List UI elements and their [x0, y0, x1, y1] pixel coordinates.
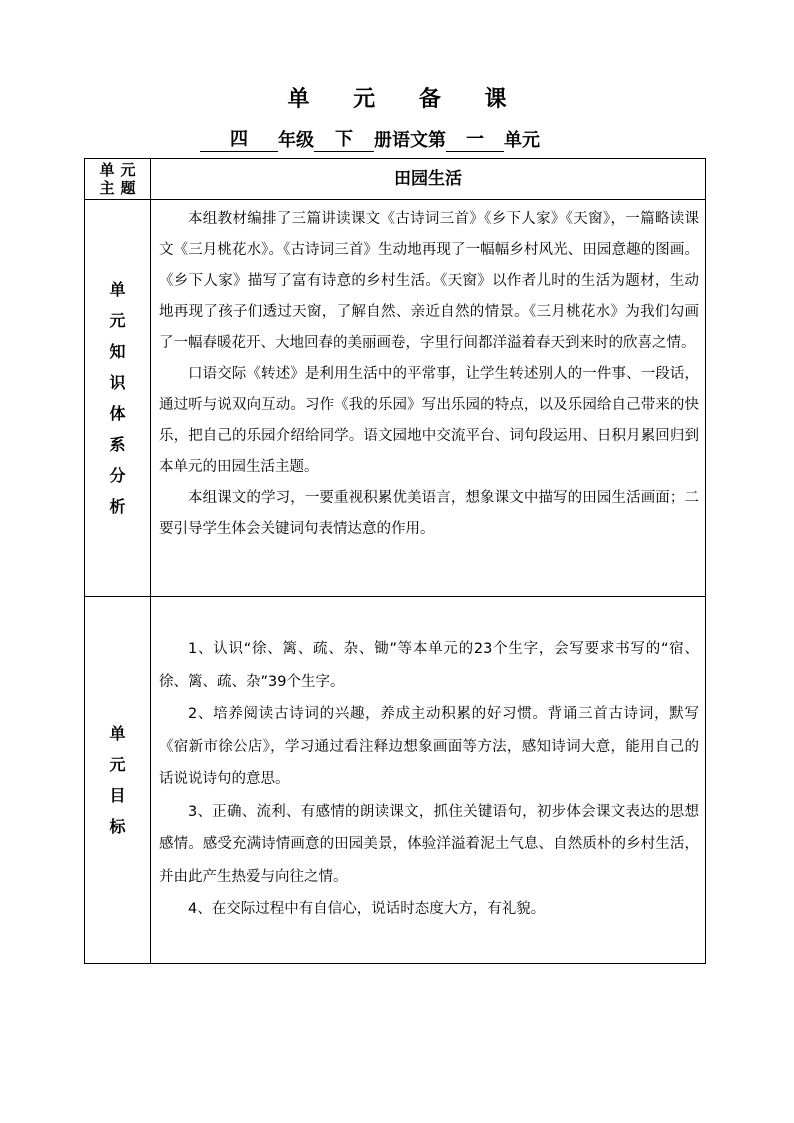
knowledge-label-char: 识	[109, 373, 126, 392]
unit-number: 一	[446, 129, 504, 152]
goals-label-cell	[85, 597, 151, 964]
knowledge-row	[85, 200, 706, 597]
theme-value-cell	[151, 159, 706, 200]
theme-label-line1: 单元	[99, 161, 142, 179]
knowledge-paragraph: 本组教材编排了三篇讲读课文《古诗词三首》《乡下人家》《天窗》，一篇略读课文《三月桃花水》。《古诗词三首》生动地再现了一幅幅乡村风光、田园意趣的图画。《乡下人家》描写了富有诗意的乡村生活。《天窗》以作者儿时的生活为题材，生动地再现了孩子们透过天窗，了解自然、亲近自然的情景。《三月桃花水》为我们勾画了一幅春暖花开、大地回春的美丽画卷，字里行间都洋溢着春天到来时的欣喜之情。	[159, 211, 699, 351]
goals-label-char: 标	[109, 817, 126, 836]
volume-value: 下	[314, 129, 374, 152]
goal-item: 2、培养阅读古诗词的兴趣，养成主动积累的好习惯。背诵三首古诗词，默写《宿新市徐公店》，学习通过看注释边想象画面等方法，感知诗词大意，能用自己的话说说诗句的意思。	[159, 706, 699, 787]
goals-row	[85, 597, 706, 964]
unit-subtitle	[200, 126, 540, 152]
goal-item: 1、认识“徐、篱、疏、杂、锄”等本单元的23个生字，会写要求书写的“宿、徐、篱、疏、杂”39个生字。	[159, 641, 699, 690]
knowledge-paragraph: 本组课文的学习，一要重视积累优美语言，想象课文中描写的田园生活画面；二要引导学生体会关键词句表情达意的作用。	[159, 490, 699, 537]
knowledge-paragraph: 口语交际《转述》是利用生活中的平常事，让学生转述别人的一件事、一段话，通过听与说双向互动。习作《我的乐园》写出乐园的特点，以及乐园给自己带来的快乐，把自己的乐园介绍给同学。语文园地中交流平台、词句段运用、日积月累回归到本单元的田园生活主题。	[159, 366, 699, 475]
knowledge-label-char: 系	[109, 435, 126, 454]
goal-item: 4、在交际过程中有自信心，说话时态度大方，有礼貌。	[188, 901, 546, 917]
volume-suffix: 册语文第	[374, 130, 446, 151]
knowledge-label-char: 析	[109, 497, 126, 516]
theme-row	[85, 159, 706, 200]
goals-label-char: 单	[109, 724, 126, 743]
theme-label-cell	[85, 159, 151, 200]
goals-label-char: 目	[109, 786, 126, 805]
goals-label	[85, 718, 150, 842]
goals-label-char: 元	[109, 755, 126, 774]
theme-label-line2: 主题	[99, 179, 142, 197]
grade-suffix: 年级	[278, 130, 314, 151]
knowledge-label-char: 分	[109, 466, 126, 485]
knowledge-content-cell	[151, 200, 706, 597]
theme-value: 田园生活	[394, 169, 462, 189]
lesson-plan-table	[84, 158, 706, 964]
unit-suffix: 单元	[504, 130, 540, 151]
grade-value: 四	[200, 129, 278, 152]
goal-item: 3、正确、流利、有感情的朗读课文，抓住关键语句，初步体会课文表达的思想感情。感受充满诗情画意的田园美景，体验洋溢着泥土气息、自然质朴的乡村生活，并由此产生热爱与向往之情。	[159, 803, 699, 885]
knowledge-label-char: 体	[109, 404, 126, 423]
knowledge-label	[85, 274, 150, 522]
knowledge-label-char: 单	[109, 280, 126, 299]
knowledge-label-char: 知	[109, 342, 126, 361]
document-title: 单 元 备 课	[287, 87, 525, 112]
goals-content-cell	[151, 597, 706, 964]
knowledge-label-char: 元	[109, 311, 126, 330]
knowledge-label-cell	[85, 200, 151, 597]
